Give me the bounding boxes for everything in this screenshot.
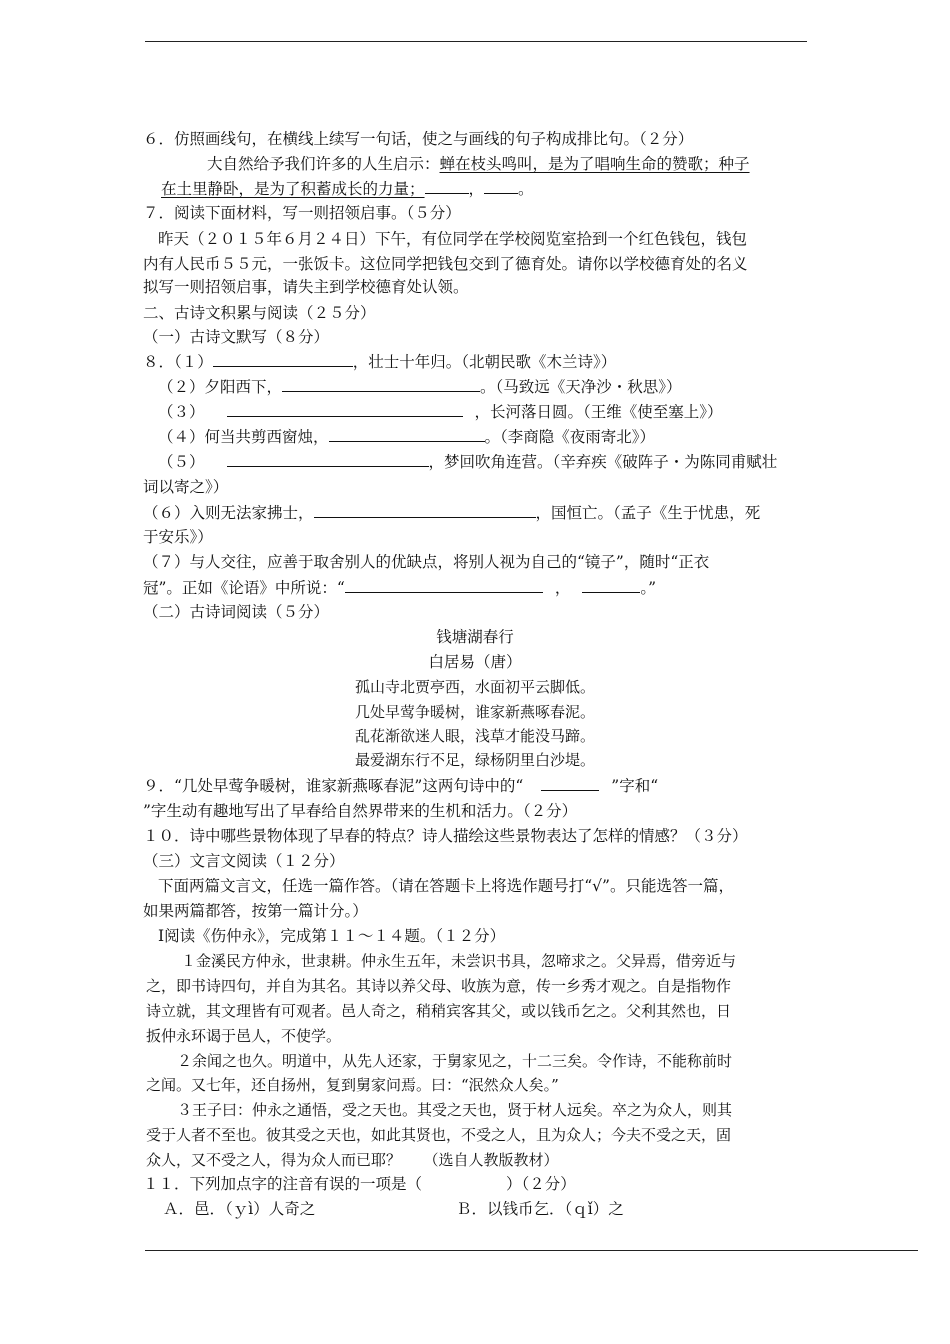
passage-line: ３王子曰：仲永之通悟，受之天也。其受之天也，贤于材人远矣。卒之为众人，则其 xyxy=(177,1101,733,1119)
q6-line1 xyxy=(207,153,750,175)
q6-underlined-1: 蝉在枝头鸣叫，是为了唱响生命的赞歌；种子 xyxy=(439,155,750,173)
passage-line: ２余闻之也久。明道中，从先人还家，于舅家见之，十二三矣。令作诗，不能称前时 xyxy=(177,1052,733,1070)
q8-l3-prefix: （３） xyxy=(158,403,205,421)
q8-line7: （７）与人交往，应善于取舍别人的优缺点，将别人视为自己的“镜子”，随时“正衣 xyxy=(143,553,710,571)
q8-blank-6[interactable] xyxy=(314,503,536,518)
q8-l6-prefix: （６）入则无法家拂士， xyxy=(143,504,314,522)
q8-l7-end: 。” xyxy=(640,579,657,597)
q8-l7-sep: ， xyxy=(554,579,571,597)
poem-line: 几处早莺争暖树，谁家新燕啄春泥。 xyxy=(354,703,595,721)
q7-heading: ７．阅读下面材料，写一则招领启事。（５分） xyxy=(143,204,461,222)
q8-blank-5[interactable] xyxy=(227,452,429,467)
q6-end: 。 xyxy=(518,180,534,198)
q6-line2 xyxy=(161,178,534,200)
instruction-line: 如果两篇都答，按第一篇计分。） xyxy=(143,902,368,920)
poem-line: 孤山寺北贾亭西，水面初平云脚低。 xyxy=(354,678,595,696)
q11-option-b: Ｂ．以钱币乞．（ｑǐ）之 xyxy=(456,1200,624,1218)
q8-l5-prefix: （５） xyxy=(158,453,205,471)
q8-l7-prefix: 冠”。正如《论语》中所说：“ xyxy=(143,579,345,597)
q9-mid: ”字和“ xyxy=(611,777,659,795)
q8-l4-prefix: （４）何当共剪西窗烛， xyxy=(158,428,329,446)
q10: １０．诗中哪些景物体现了早春的特点？诗人描绘这些景物表达了怎样的情感？（３分） xyxy=(143,827,748,845)
q9-line2: ”字生动有趣地写出了早春给自然界带来的生机和活力。（２分） xyxy=(143,802,578,820)
passage-line: 受于人者不至也。彼其受之天也，如此其贤也，不受之人，且为众人；今夫不受之天，固 xyxy=(146,1126,732,1144)
q8-l1-suffix: ，壮士十年归。（北朝民歌《木兰诗》） xyxy=(352,353,617,371)
q8-line5-cont: 词以寄之》） xyxy=(143,478,229,496)
q8-line6-cont: 于安乐》） xyxy=(143,528,213,546)
q8-blank-1[interactable] xyxy=(213,352,353,367)
q8-line4 xyxy=(158,426,655,448)
q8-line1 xyxy=(143,351,616,373)
q8-line5 xyxy=(158,451,777,473)
q9-blank-1[interactable] xyxy=(541,776,599,791)
poem-line: 乱花渐欲迷人眼，浅草才能没马蹄。 xyxy=(354,727,595,745)
instruction-line: 下面两篇文言文，任选一篇作答。（请在答题卡上将选作题号打“√”。只能选答一篇， xyxy=(158,877,734,895)
q11-end: ）（２分） xyxy=(506,1175,576,1193)
q8-l5-suffix: ，梦回吹角连营。（辛弃疾《破阵子・为陈同甫赋壮 xyxy=(428,453,778,471)
footer-rule xyxy=(145,1250,918,1251)
q8-line2 xyxy=(158,376,682,398)
q6-answer-blank-2[interactable] xyxy=(484,179,518,194)
q9-line1 xyxy=(143,775,658,797)
q8-blank-7a[interactable] xyxy=(345,578,543,593)
passage-heading: Ⅰ阅读《伤仲永》，完成第１１～１４题。（１２分） xyxy=(158,927,506,945)
q8-blank-4[interactable] xyxy=(329,427,485,442)
q8-l4-suffix: 。（李商隐《夜雨寄北》） xyxy=(484,428,656,446)
q8-l2-prefix: （２）夕阳西下， xyxy=(158,378,283,396)
q8-blank-3[interactable] xyxy=(227,402,463,417)
q8-l3-suffix: ，长河落日圆。（王维《使至塞上》） xyxy=(474,403,723,421)
q7-text-line: 内有人民币５５元，一张饭卡。这位同学把钱包交到了德育处。请你以学校德育处的名义 xyxy=(143,255,748,273)
poem-line: 最爱湖东行不足，绿杨阴里白沙堤。 xyxy=(354,751,595,769)
q11-option-a: Ａ．邑．（ｙì）人奇之 xyxy=(163,1200,316,1218)
q7-text-line: 昨天（２０１５年６月２４日）下午，有位同学在学校阅览室拾到一个红色钱包，钱包 xyxy=(158,230,748,248)
passage-line: １金溪民方仲永，世隶耕。仲永生五年，未尝识书具，忽啼求之。父异焉，借旁近与 xyxy=(181,952,737,970)
q8-l1-prefix: ８．（１） xyxy=(143,353,213,371)
passage-line: 之闻。又七年，还自扬州，复到舅家问焉。曰：“泯然众人矣。” xyxy=(146,1076,559,1094)
passage-line: 众人，又不受之人，得为众人而已耶？ （选自人教版教材） xyxy=(146,1151,559,1169)
q6-lead: 大自然给予我们许多的人生启示： xyxy=(207,155,440,173)
q6-answer-blank-1[interactable] xyxy=(425,179,469,194)
q11 xyxy=(143,1173,576,1195)
header-rule xyxy=(145,41,807,42)
q7-text-line: 拟写一则招领启事，请失主到学校德育处认领。 xyxy=(143,278,469,296)
q8-line3 xyxy=(158,401,723,423)
q11-text: １１．下列加点字的注音有误的一项是（ xyxy=(143,1175,423,1193)
q8-l2-suffix: 。（马致远《天净沙・秋思》） xyxy=(480,378,682,396)
q6-heading: ６．仿照画线句，在横线上续写一句话，使之与画线的句子构成排比句。（２分） xyxy=(143,130,694,148)
passage-line: 扳仲永环谒于邑人，不使学。 xyxy=(146,1027,342,1045)
part2-sub1: （一）古诗文默写（８分） xyxy=(143,328,330,346)
q8-line6 xyxy=(143,502,760,524)
q6-sep: ， xyxy=(468,180,485,198)
q8-blank-2[interactable] xyxy=(282,377,480,392)
q8-line7-cont xyxy=(143,577,656,599)
q9-text: ９．“几处早莺争暖树，谁家新燕啄春泥”这两句诗中的“ xyxy=(143,777,524,795)
q6-underlined-2: 在土里静卧，是为了积蓄成长的力量； xyxy=(161,180,425,198)
poem-title: 钱塘湖春行 xyxy=(436,628,514,646)
passage-line: 诗立就，其文理皆有可观者。邑人奇之，稍稍宾客其父，或以钱币乞之。父利其然也，日 xyxy=(146,1002,732,1020)
part2-sub2: （二）古诗词阅读（５分） xyxy=(143,603,330,621)
q8-l6-suffix: ，国恒亡。（孟子《生于忧患，死 xyxy=(535,504,761,522)
part2-heading: 二、古诗文积累与阅读（２５分） xyxy=(143,304,376,322)
q8-blank-7b[interactable] xyxy=(582,578,640,593)
part2-sub3: （三）文言文阅读（１２分） xyxy=(143,852,345,870)
poem-author: 白居易（唐） xyxy=(428,653,522,671)
passage-line: 之，即书诗四句，并自为其名。其诗以养父母、收族为意，传一乡秀才观之。自是指物作 xyxy=(146,977,732,995)
